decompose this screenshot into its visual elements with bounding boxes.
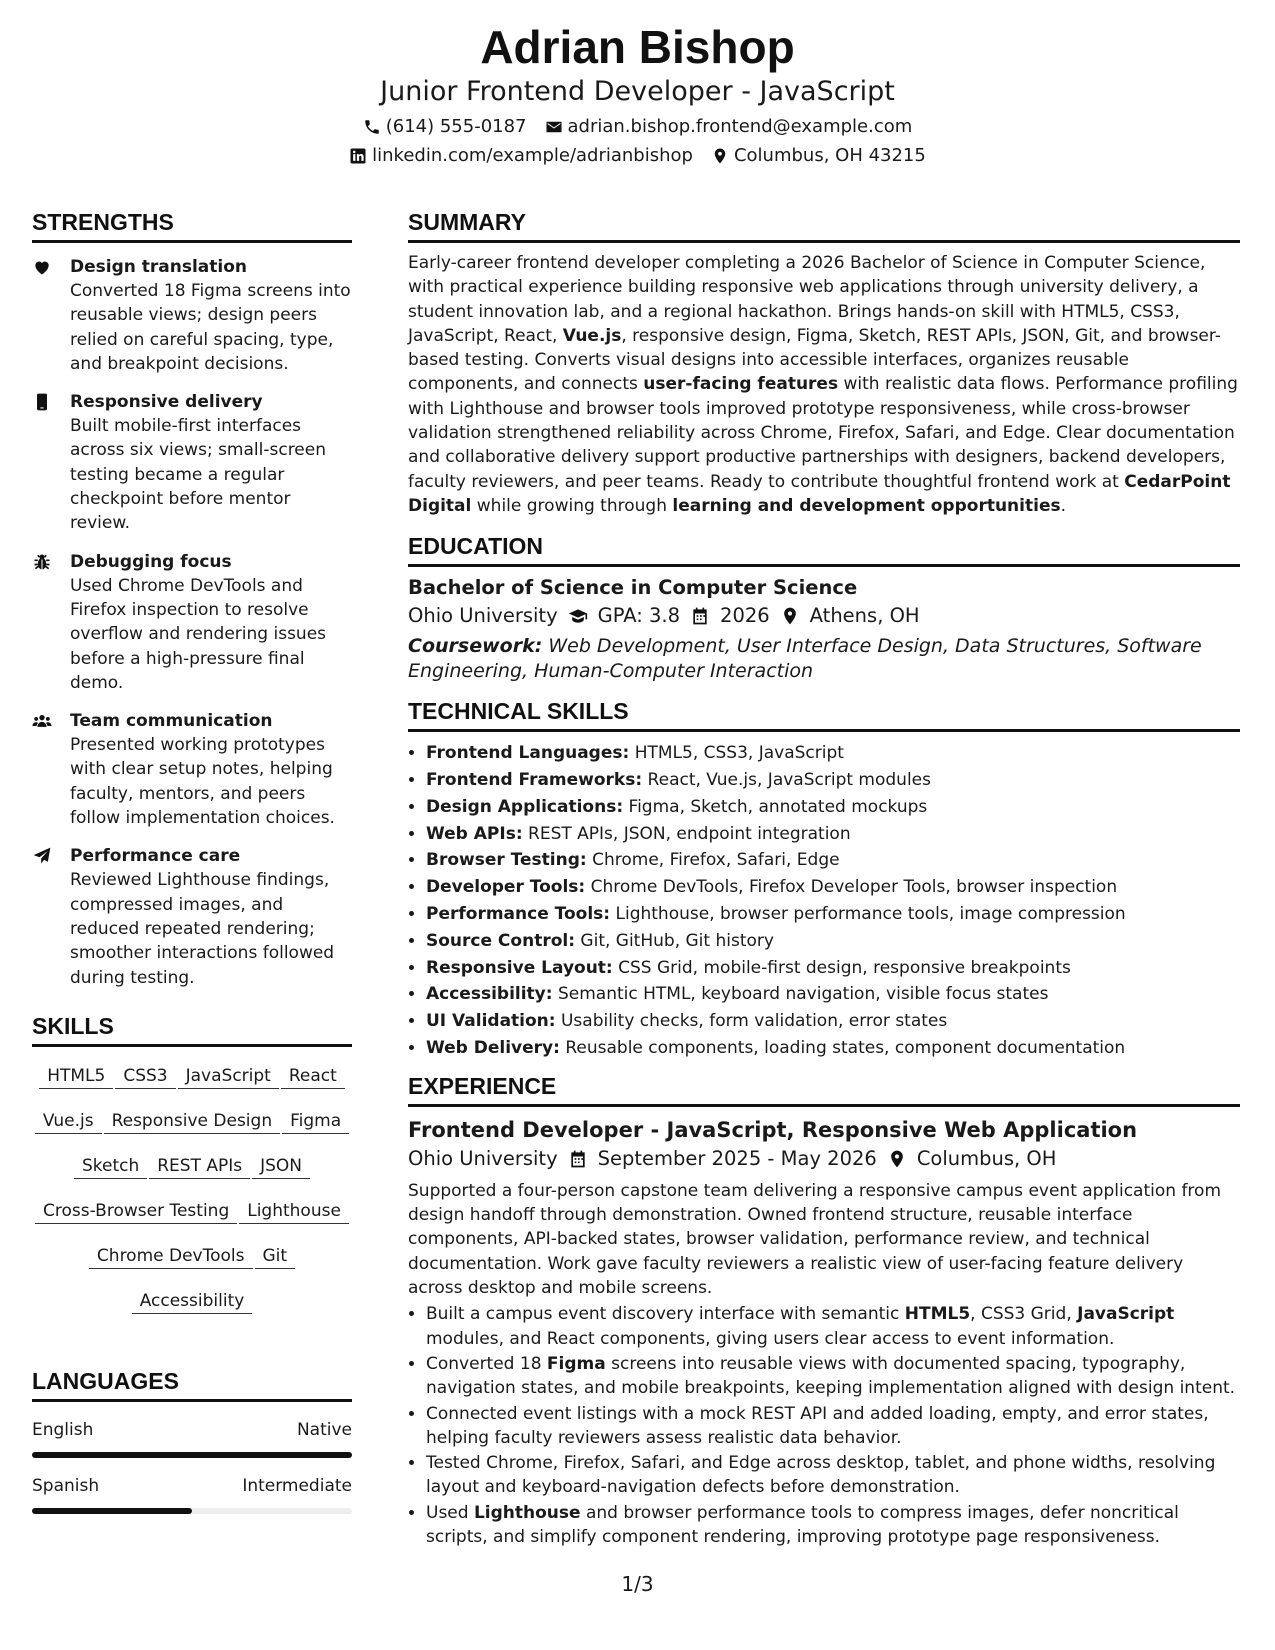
phone-text: (614) 555-0187 [385,116,527,137]
experience-bullets [408,1302,1240,1549]
linkedin-text: linkedin.com/example/adrianbishop [372,145,693,166]
map-marker-icon [711,147,729,165]
technical-skill-value: Chrome, Firefox, Safari, Edge [586,850,840,871]
job-meta [408,1145,1240,1173]
technical-skill-label: Frontend Frameworks: [426,770,643,791]
bold-text: learning and development opportunities [672,495,1061,516]
text-run: , CSS3 Grid, [970,1304,1078,1325]
skill-tag: Lighthouse [239,1194,349,1224]
map-marker-icon [887,1149,907,1169]
technical-skill-item [426,928,1240,955]
education-year: 2026 [720,604,770,628]
technical-skill-label: Performance Tools: [426,904,611,925]
technical-skill-item [426,847,1240,874]
language-name: English [32,1419,94,1440]
strength-body [58,255,352,376]
strength-icon-wrap [32,709,58,830]
technical-skill-value: REST APIs, JSON, endpoint integration [522,823,851,844]
education-school: Ohio University [408,604,558,628]
skill-tag: React [281,1059,345,1089]
text-run: modules, and React components, giving users clear access to event information. [426,1328,1115,1349]
technical-skill-value: Reusable components, loading states, component documentation [559,1038,1126,1059]
skill-tag: Git [255,1239,296,1269]
envelope-icon [545,118,563,136]
graduation-cap-icon [568,606,588,626]
bold-text: Lighthouse [473,1502,581,1523]
languages-list [32,1418,352,1514]
skill-tag: Figma [282,1104,349,1134]
strength-heading: Performance care [70,846,241,867]
education-gpa: GPA: 3.8 [597,604,681,628]
text-run: Converted 18 [426,1353,547,1374]
strength-heading: Responsive delivery [70,392,263,413]
language-row [32,1418,352,1442]
calendar-icon [568,1149,588,1169]
strength-icon-wrap [32,844,58,989]
education-location: Athens, OH [809,604,920,628]
strength-icon-wrap [32,550,58,695]
job-org: Ohio University [408,1146,558,1170]
text-run: and browser performance tools to compress images, defer noncritical scripts, and simplify component rendering, improving prototype page responsiveness. [426,1502,1179,1547]
skill-tag: JavaScript [178,1059,279,1089]
summary-text [408,251,1240,518]
strength-icon-wrap [32,390,58,535]
skills-list [32,1059,352,1329]
technical-skill-item [426,874,1240,901]
bold-text: Figma [546,1353,606,1374]
contact-line-2 [0,144,1275,168]
strengths-list [32,255,352,990]
job-title: Frontend Developer - JavaScript, Responsive Web Application [408,1117,1138,1142]
education-coursework [408,634,1240,683]
contact-phone[interactable] [363,115,527,139]
text-run: while growing through [471,495,673,516]
strength-text: Presented working prototypes with clear setup notes, helping faculty, mentors, and peers follow implementation choices. [70,735,335,829]
language-proficiency-fill [32,1508,192,1514]
technical-skill-value: Git, GitHub, Git history [575,930,774,951]
language-row [32,1474,352,1498]
technical-skill-item [426,901,1240,928]
technical-skill-value: Usability checks, form validation, error states [555,1011,948,1032]
technical-skill-value: Figma, Sketch, annotated mockups [623,796,928,817]
job-description: Supported a four-person capstone team delivering a responsive campus event application from design handoff through demonstration. Owned frontend structure, reusable interface components, API-backed states, browser validation, performance review, and technical documentation. Work gave faculty reviewers a realistic view of user-facing feature delivery across desktop and mobile screens. [408,1180,1222,1299]
strength-heading: Debugging focus [70,551,232,572]
bold-text: CedarPoint Digital [408,471,1231,516]
technical-skill-label: Web Delivery: [426,1038,560,1059]
skill-tag: Accessibility [132,1284,253,1314]
bold-text: Vue.js [562,325,622,346]
strength-item [32,709,352,830]
calendar-icon [690,606,710,626]
technical-skill-label: Developer Tools: [426,877,586,898]
technical-skill-label: Frontend Languages: [426,743,630,764]
candidate-title: Junior Frontend Developer - JavaScript [380,76,895,107]
language-level: Intermediate [242,1475,352,1496]
technical-skill-label: Accessibility: [426,984,553,1005]
contact-email[interactable] [545,115,913,139]
phone-icon [363,118,381,136]
skill-tag: REST APIs [149,1149,250,1179]
language-proficiency-fill [32,1452,352,1458]
technical-skill-label: UI Validation: [426,1011,556,1032]
experience-bullet [426,1451,1240,1500]
contact-linkedin[interactable] [349,144,693,168]
technical-skill-label: Responsive Layout: [426,957,613,978]
strength-heading: Design translation [70,257,248,277]
technical-skill-item [426,740,1240,767]
resume-header [0,20,1275,168]
skill-tag: Vue.js [35,1104,102,1134]
technical-skill-value: Lighthouse, browser performance tools, image compression [610,904,1126,925]
strength-item [32,844,352,989]
technical-skills-list [408,740,1240,1062]
contact-line-1 [0,115,1275,139]
bold-text: HTML5 [904,1304,971,1325]
education-degree: Bachelor of Science in Computer Science [408,576,858,600]
education-meta [408,602,1240,630]
technical-skills-heading: TECHNICAL SKILLS [408,697,1240,732]
technical-skill-item [426,794,1240,821]
job-dates: September 2025 - May 2026 [597,1146,877,1170]
strength-text: Built mobile-first interfaces across six views; small-screen testing became a regular checkpoint before mentor review. [70,416,327,534]
technical-skill-label: Web APIs: [426,823,523,844]
strengths-heading: STRENGTHS [32,208,352,243]
strength-body [58,709,352,830]
coursework-text: Web Development, User Interface Design, Data Structures, Software Engineering, Human-Computer Interaction [408,635,1202,682]
technical-skill-item [426,821,1240,848]
technical-skill-value: CSS Grid, mobile-first design, responsive breakpoints [612,957,1071,978]
text-run: Connected event listings with a mock REST API and added loading, empty, and error states, helping faculty reviewers assess realistic data behavior. [426,1403,1209,1448]
left-column [32,208,352,1514]
experience-bullet [426,1352,1240,1401]
strength-heading: Team communication [70,711,273,732]
text-run: Built a campus event discovery interface with semantic [426,1304,905,1325]
technical-skill-value: Chrome DevTools, Firefox Developer Tools, browser inspection [585,877,1118,898]
skill-tag: Chrome DevTools [89,1239,253,1269]
paper-plane-icon [32,846,52,866]
education-heading: EDUCATION [408,532,1240,567]
right-column [408,208,1240,1550]
coursework-label: Coursework: [408,635,543,658]
technical-skill-item [426,767,1240,794]
strength-icon-wrap [32,255,58,376]
technical-skill-value: HTML5, CSS3, JavaScript [629,743,844,764]
heart-icon [32,257,52,277]
strength-text: Used Chrome DevTools and Firefox inspection to resolve overflow and rendering issues before a high-pressure final demo. [70,575,327,693]
technical-skill-item [426,1035,1240,1062]
technical-skill-item [426,955,1240,982]
strength-text: Converted 18 Figma screens into reusable views; design peers relied on careful spacing, type, and breakpoint decisions. [70,281,351,374]
strength-item [32,390,352,535]
technical-skill-label: Design Applications: [426,796,624,817]
skill-tag: Sketch [74,1149,147,1179]
strength-body [58,844,352,989]
users-icon [32,711,52,731]
strength-item [32,550,352,695]
email-text: adrian.bishop.frontend@example.com [567,116,913,137]
mobile-icon [32,392,52,412]
text-run: with realistic data flows. Performance profiling with Lighthouse and browser tools improved prototype responsiveness, while cross-browser validation strengthened reliability across Chrome, Firefox, Safari, and Edge. Clear documentation and collaborative delivery support productive partnerships with designers, backend developers, faculty reviewers, and peer teams. Ready to contribute thoughtful frontend work at [408,374,1238,492]
bold-text: user-facing features [643,374,839,395]
experience-bullet [426,1302,1240,1351]
skills-heading: SKILLS [32,1012,352,1047]
text-run: Used [426,1502,474,1523]
technical-skill-label: Browser Testing: [426,850,587,871]
location-text: Columbus, OH 43215 [733,145,926,166]
skill-tag: CSS3 [115,1059,175,1089]
skill-tag: JSON [252,1149,310,1179]
experience-bullet [426,1402,1240,1451]
strength-text: Reviewed Lighthouse findings, compressed images, and reduced repeated rendering; smoother interactions followed during testing. [70,870,335,988]
skill-tag: HTML5 [39,1059,113,1089]
technical-skill-value: Semantic HTML, keyboard navigation, visible focus states [552,984,1049,1005]
text-run: , responsive design, Figma, Sketch, REST APIs, JSON, Git, and browser-based testing. Converts visual designs into accessible interfaces, organizes reusable components, and connects [408,325,1221,395]
strength-body [58,390,352,535]
candidate-name: Adrian Bishop [480,21,795,73]
language-name: Spanish [32,1475,100,1496]
map-marker-icon [780,606,800,626]
languages-heading: LANGUAGES [32,1367,352,1402]
page-number: 1/3 [621,1572,654,1596]
technical-skill-item [426,1008,1240,1035]
experience-heading: EXPERIENCE [408,1072,1240,1107]
technical-skill-label: Source Control: [426,930,576,951]
contact-location [711,144,926,168]
language-proficiency-bar [32,1452,352,1458]
skill-tag: Responsive Design [104,1104,281,1134]
text-run: Early-career frontend developer completing a 2026 Bachelor of Science in Computer Science, with practical experience building responsive web applications through university delivery, a student innovation lab, and a regional hackathon. Brings hands-on skill with HTML5, CSS3, JavaScript, React, [408,253,1206,346]
language-level: Native [296,1419,352,1440]
summary-heading: SUMMARY [408,208,1240,243]
text-run: screens into reusable views with documented spacing, typography, navigation states, and mobile breakpoints, keeping implementation aligned with design intent. [426,1353,1236,1399]
skill-tag: Cross-Browser Testing [35,1194,237,1224]
language-proficiency-bar [32,1508,352,1514]
text-run: Tested Chrome, Firefox, Safari, and Edge across desktop, tablet, and phone widths, resolving layout and keyboard-navigation defects before demonstration. [426,1453,1216,1498]
bold-text: JavaScript [1077,1304,1175,1325]
technical-skill-item [426,981,1240,1008]
technical-skill-value: React, Vue.js, JavaScript modules [642,770,931,791]
linkedin-icon [349,147,367,165]
job-location: Columbus, OH [916,1146,1057,1170]
text-run: . [1060,495,1066,516]
strength-item [32,255,352,376]
bug-icon [32,552,52,572]
experience-bullet [426,1501,1240,1550]
strength-body [58,550,352,695]
